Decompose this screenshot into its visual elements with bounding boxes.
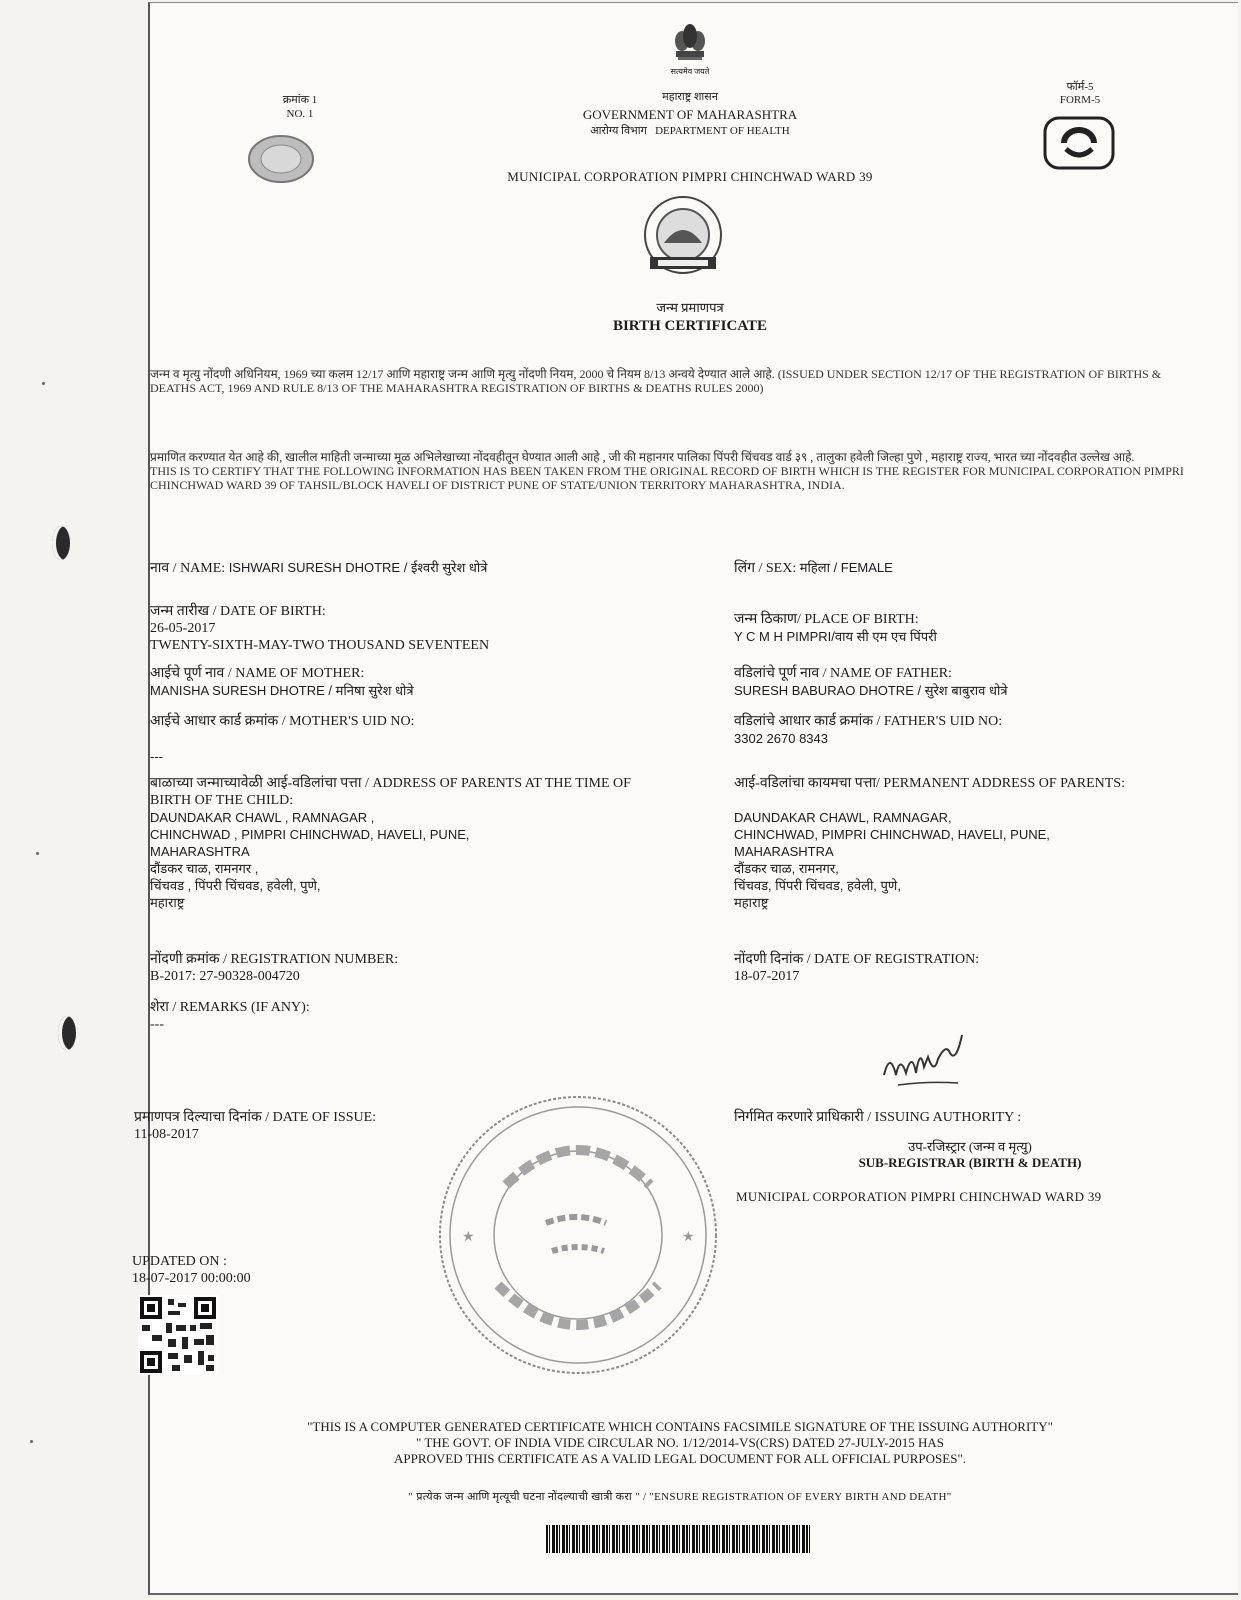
pob-field: जन्म ठिकाण/ PLACE OF BIRTH: Y C M H PIMPRI/वाय सी एम एच पिंपरी bbox=[734, 612, 937, 644]
health-logo-icon bbox=[1042, 115, 1116, 171]
serial-no: क्रमांक 1 NO. 1 bbox=[282, 94, 318, 120]
qr-code-icon bbox=[138, 1295, 218, 1375]
name-field: नाव / NAME: ISHWARI SURESH DHOTRE / ईश्वरी सुरेश धोत्रे bbox=[150, 560, 488, 576]
title-english: BIRTH CERTIFICATE bbox=[612, 318, 768, 334]
sex-value: महिला / FEMALE bbox=[799, 560, 893, 575]
registration-number-field: नोंदणी क्रमांक / REGISTRATION NUMBER: B-2017: 27-90328-004720 bbox=[150, 952, 399, 984]
father-name: SURESH BABURAO DHOTRE / सुरेश बाबुराव धोत्रे bbox=[734, 683, 1008, 698]
issue-date: 11-08-2017 bbox=[134, 1127, 199, 1142]
government-name: GOVERNMENT OF MAHARASHTRA bbox=[582, 107, 798, 122]
updated-on-value: 18-07-2017 00:00:00 bbox=[132, 1271, 251, 1286]
remarks-value: --- bbox=[150, 1017, 164, 1032]
barcode-icon bbox=[546, 1525, 810, 1553]
dob-field: जन्म तारीख / DATE OF BIRTH: 26-05-2017 TWENTY-SIXTH-MAY-TWO THOUSAND SEVENTEEN bbox=[150, 604, 490, 653]
corporation-name: MUNICIPAL CORPORATION PIMPRI CHINCHWAD WARD 39 bbox=[507, 169, 873, 184]
pob-value: Y C M H PIMPRI/वाय सी एम एच पिंपरी bbox=[734, 629, 937, 644]
dob-words: TWENTY-SIXTH-MAY-TWO THOUSAND SEVENTEEN bbox=[150, 638, 490, 653]
department-name: DEPARTMENT OF HEALTH bbox=[655, 125, 790, 137]
father-uid-field: वडिलांचे आधार कार्ड क्रमांक / FATHER'S UID NO: 3302 2670 8343 bbox=[734, 714, 1003, 746]
legal-statement: जन्म व मृत्यु नोंदणी अधिनियम, 1969 च्या कलम 12/17 आणि महाराष्ट्र जन्म आणि मृत्यु नोंदणी नियम, 2000 चे नियम 8/13 अन्वये देण्यात आले आहे. (ISSUED UNDER SECTION 12/17 OF THE REGISTRATION OF BIRTHS & DEATHS ACT, 1969 AND RULE 8/13 OF THE MAHARASHTRA REGISTRATION OF BIRTHS & DEATHS RULES 2000) bbox=[150, 367, 1162, 395]
corporation-seal-icon bbox=[246, 133, 316, 185]
child-name: ISHWARI SURESH DHOTRE / ईश्वरी सुरेश धोत्रे bbox=[228, 560, 488, 575]
pcmc-logo-icon bbox=[636, 193, 730, 283]
sex-field: लिंग / SEX: महिला / FEMALE bbox=[734, 560, 893, 576]
official-round-stamp-icon bbox=[428, 1085, 728, 1385]
father-field: वडिलांचे पूर्ण नाव / NAME OF FATHER: SURESH BABURAO DHOTRE / सुरेश बाबुराव धोत्रे bbox=[734, 666, 1008, 698]
national-emblem bbox=[650, 21, 730, 77]
government-heading: महाराष्ट्र शासन GOVERNMENT OF MAHARASHTRA आरोग्य विभाग DEPARTMENT OF HEALTH bbox=[530, 89, 850, 140]
issuing-authority-field: निर्गमित करणारे प्राधिकारी / ISSUING AUTHORITY : bbox=[734, 1110, 1022, 1125]
dob-value: 26-05-2017 bbox=[150, 621, 216, 636]
mother-field: आईचे पूर्ण नाव / NAME OF MOTHER: MANISHA SURESH DHOTRE / मनिषा सुरेश धोत्रे bbox=[150, 666, 414, 698]
computer-generated-note: "THIS IS A COMPUTER GENERATED CERTIFICATE WHICH CONTAINS FACSIMILE SIGNATURE OF THE ISSUING AUTHORITY" " THE GOVT. OF INDIA VIDE CIRCULAR NO. 1/12/2014-VS(CRS) DATED 27-JULY-2015 HAS APPROVED THIS CERTIFICATE AS A VALID LEGAL DOCUMENT FOR ALL OFFICIAL PURPOSES". bbox=[307, 1419, 1053, 1466]
registration-number: B-2017: 27-90328-004720 bbox=[150, 969, 300, 984]
updated-on-field: UPDATED ON : 18-07-2017 00:00:00 bbox=[132, 1254, 251, 1286]
punch-hole bbox=[52, 526, 70, 560]
registration-date-field: नोंदणी दिनांक / DATE OF REGISTRATION: 18-07-2017 bbox=[734, 952, 980, 984]
registration-slogan: " प्रत्येक जन्म आणि मृत्यूची घटना नोंदल्याची खात्री करा " / "ENSURE REGISTRATION OF EVERY BIRTH AND DEATH" bbox=[408, 1491, 952, 1503]
certify-statement: प्रमाणित करण्यात येत आहे की, खालील माहिती जन्माच्या मूळ अभिलेखाच्या नोंदवहीतून घेण्यात आली आहे , जी की महानगर पालिका पिंपरी चिंचवड वार्ड ३९ , तालुका हवेली जिल्हा पुणे , महाराष्ट्र राज्य, भारत च्या नोंदवहीत उल्लेख आहे. THIS IS TO CERTIFY THAT THE FOLLOWING INFORMATION HAS BEEN TAKEN FROM THE ORIGINAL RECORD OF BIRTH WHICH IS THE REGISTER FOR MUNICIPAL CORPORATION PIMPRI CHINCHWAD WARD 39 OF TAHSIL/BLOCK HAVELI OF DISTRICT PUNE OF STATE/UNION TERRITORY MAHARASHTRA, INDIA. bbox=[150, 450, 1184, 492]
punch-hole bbox=[58, 1016, 76, 1050]
lion-emblem-icon bbox=[668, 21, 712, 63]
registration-date: 18-07-2017 bbox=[734, 969, 800, 984]
father-uid: 3302 2670 8343 bbox=[734, 731, 828, 746]
authority-corporation: MUNICIPAL CORPORATION PIMPRI CHINCHWAD WARD 39 bbox=[736, 1189, 1102, 1204]
form-number: फॉर्म-5 FORM-5 bbox=[1059, 81, 1101, 106]
mother-name: MANISHA SURESH DHOTRE / मनिषा सुरेश धोत्रे bbox=[150, 683, 414, 698]
issue-date-field: प्रमाणपत्र दिल्याचा दिनांक / DATE OF ISSUE: 11-08-2017 bbox=[134, 1110, 377, 1142]
certificate-title: जन्म प्रमाणपत्र BIRTH CERTIFICATE bbox=[530, 299, 850, 335]
certificate-sheet bbox=[132, 2, 1238, 1595]
svg-text:★: ★ bbox=[462, 1230, 475, 1245]
signature-icon bbox=[878, 1035, 978, 1091]
address-at-birth: बाळाच्या जन्माच्यावेळी आई-वडिलांचा पत्ता / ADDRESS OF PARENTS AT THE TIME OF BIRTH OF THE CHILD: DAUNDAKAR CHAWL , RAMNAGAR , CHINCHWAD , PIMPRI CHINCHWAD, HAVELI, PUNE, MAHARASHTRA दौंडकर चाळ, रामनगर , चिंचवड , पिंपरी चिंचवड, हवेली, पुणे, महाराष्ट्र bbox=[150, 776, 631, 910]
permanent-address: आई-वडिलांचा कायमचा पत्ता/ PERMANENT ADDRESS OF PARENTS: DAUNDAKAR CHAWL, RAMNAGAR, CHINCHWAD, PIMPRI CHINCHWAD, HAVELI, PUNE, MAHARASHTRA दौंडकर चाळ, रामनगर, चिंचवड, पिंपरी चिंचवड, हवेली, पुणे, महाराष्ट्र bbox=[734, 776, 1125, 910]
mother-uid-field: आईचे आधार कार्ड क्रमांक / MOTHER'S UID NO: --- bbox=[150, 714, 415, 764]
svg-text:★: ★ bbox=[682, 1230, 695, 1245]
remarks-field: शेरा / REMARKS (IF ANY): --- bbox=[150, 1000, 310, 1032]
emblem-caption: सत्यमेव जयते bbox=[670, 67, 710, 76]
authority-designation: उप-रजिस्ट्रार (जन्म व मृत्यु) SUB-REGISTRAR (BIRTH & DEATH) bbox=[858, 1139, 1082, 1170]
mother-uid: --- bbox=[150, 749, 163, 764]
